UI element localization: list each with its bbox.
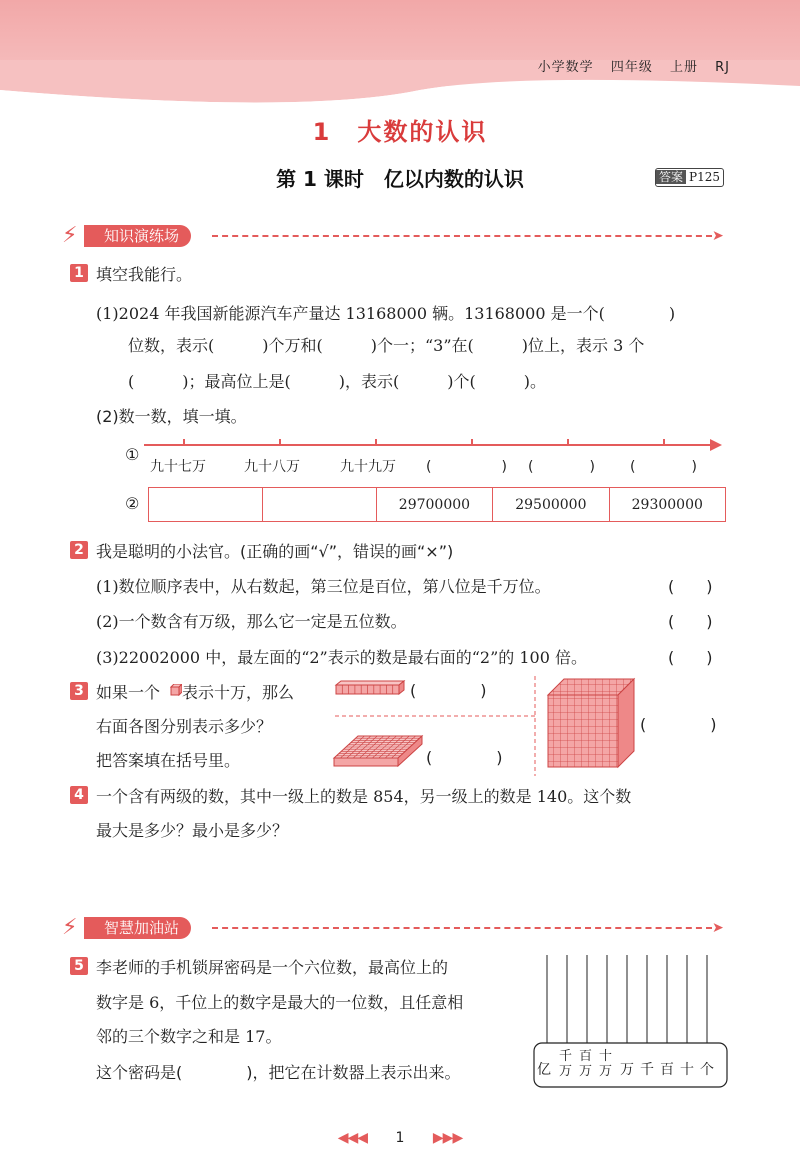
question-number: 1 [70, 264, 88, 282]
grade-label: 四年级 [610, 60, 653, 75]
judgement-item: (3)22002000 中，最左面的“2”表示的数是最右面的“2”的 100 倍。 [96, 648, 587, 667]
runner-icon: ⚡ [62, 915, 78, 940]
sequence-cell: 29500000 [493, 488, 609, 522]
counting-frame[interactable] [533, 955, 729, 1090]
judgement-item: (1)数位顺序表中，从右数起，第三位是百位，第八位是千万位。 [96, 577, 551, 596]
banner-divider [212, 927, 712, 929]
place-label: 十 [680, 1062, 694, 1078]
header-meta [526, 56, 730, 75]
unit-cube-icon [170, 684, 182, 696]
question-text[interactable]: 这个密码是( )，把它在计数器上表示出来。 [96, 1063, 461, 1082]
answer-blank[interactable]: ( ) [668, 612, 713, 631]
answer-blank[interactable]: ( ) [630, 459, 697, 475]
question-text: 位数，表示( )个万和( )个一；“3”在( )位上，表示 3 个 [128, 336, 645, 355]
question-subtitle: (2)数一数，填一填。 [96, 407, 247, 426]
page-footer [0, 1130, 800, 1146]
chapter-title: 1 大数的认识 [312, 118, 488, 146]
section-title: 智慧加油站 [84, 917, 191, 939]
place-label: 个 [700, 1062, 714, 1078]
question-text: 邻的三个数字之和是 17。 [96, 1027, 282, 1046]
arrow-icon: ➤ [712, 228, 724, 244]
question-title: 填空我能行。 [96, 265, 193, 284]
answer-blank[interactable]: ( ) [410, 681, 487, 700]
place-label: 万 [620, 1062, 634, 1078]
tick-label: 九十九万 [340, 459, 396, 475]
circle-label: ① [125, 445, 140, 464]
sequence-cell[interactable] [149, 488, 263, 522]
sequence-cell: 29300000 [609, 488, 725, 522]
place-label: 亿 [537, 1062, 551, 1078]
answer-reference [655, 168, 724, 187]
question-text: ( )；最高位上是( )，表示( )个( )。 [128, 372, 546, 391]
question-number: 5 [70, 957, 88, 975]
subject-label: 小学数学 [537, 60, 594, 75]
tick-label: 九十八万 [244, 459, 300, 475]
place-label: 千万 [559, 1049, 573, 1079]
question-text: 李老师的手机锁屏密码是一个六位数，最高位上的 [96, 958, 449, 977]
number-line [140, 435, 725, 455]
question-text: 数字是 6，千位上的数字是最大的一位数，且任意相 [96, 993, 464, 1012]
place-label: 百 [660, 1062, 674, 1078]
place-label: 十万 [599, 1049, 613, 1079]
section-title: 知识演练场 [84, 225, 191, 247]
answer-blank[interactable]: ( ) [668, 648, 713, 667]
edition-label: RJ [715, 60, 730, 75]
sequence-cell[interactable] [262, 488, 376, 522]
question-text: (1)2024 年我国新能源汽车产量达 13168000 辆。13168000 是一个( ) [96, 304, 676, 323]
question-number: 2 [70, 541, 88, 559]
runner-icon: ⚡ [62, 223, 78, 248]
thousand-cube-image [546, 677, 636, 769]
answer-page: P125 [689, 170, 720, 184]
place-label: 千 [640, 1062, 654, 1078]
banner-divider [212, 235, 712, 237]
question-number: 3 [70, 682, 88, 700]
figure-divider [335, 676, 550, 776]
next-arrows-icon: ▶▶▶ [432, 1130, 463, 1146]
question-text: 把答案填在括号里。 [96, 751, 241, 770]
judgement-item: (2)一个数含有万级，那么它一定是五位数。 [96, 612, 407, 631]
answer-blank[interactable]: ( ) [668, 577, 713, 596]
prev-arrows-icon: ◀◀◀ [337, 1130, 368, 1146]
question-text: 最大是多少？最小是多少？ [96, 821, 289, 840]
tick-label: 九十七万 [150, 459, 206, 475]
section-banner-practice [62, 222, 728, 250]
number-sequence-table [148, 487, 726, 522]
answer-label: 答案 [656, 170, 686, 184]
volume-label: 上册 [669, 60, 698, 75]
answer-blank[interactable]: ( ) [426, 459, 507, 475]
answer-blank[interactable]: ( ) [426, 748, 503, 767]
question-text: 表示十万，那么 [182, 683, 295, 702]
arrow-icon: ➤ [712, 920, 724, 936]
question-title: 我是聪明的小法官。(正确的画“√”，错误的画“×”) [96, 542, 454, 561]
answer-blank[interactable]: ( ) [640, 715, 717, 734]
circle-label: ② [125, 494, 140, 513]
lesson-title: 第 1 课时 亿以内数的认识 [276, 167, 524, 191]
question-number: 4 [70, 786, 88, 804]
sequence-cell: 29700000 [376, 488, 492, 522]
place-label: 百万 [579, 1049, 593, 1079]
question-text: 如果一个 [96, 683, 161, 702]
question-text: 右面各图分别表示多少？ [96, 717, 273, 736]
page-number: 1 [395, 1130, 405, 1146]
answer-blank[interactable]: ( ) [528, 459, 595, 475]
question-text: 一个含有两级的数，其中一级上的数是 854，另一级上的数是 140。这个数 [96, 787, 632, 806]
section-banner-challenge [62, 914, 728, 942]
